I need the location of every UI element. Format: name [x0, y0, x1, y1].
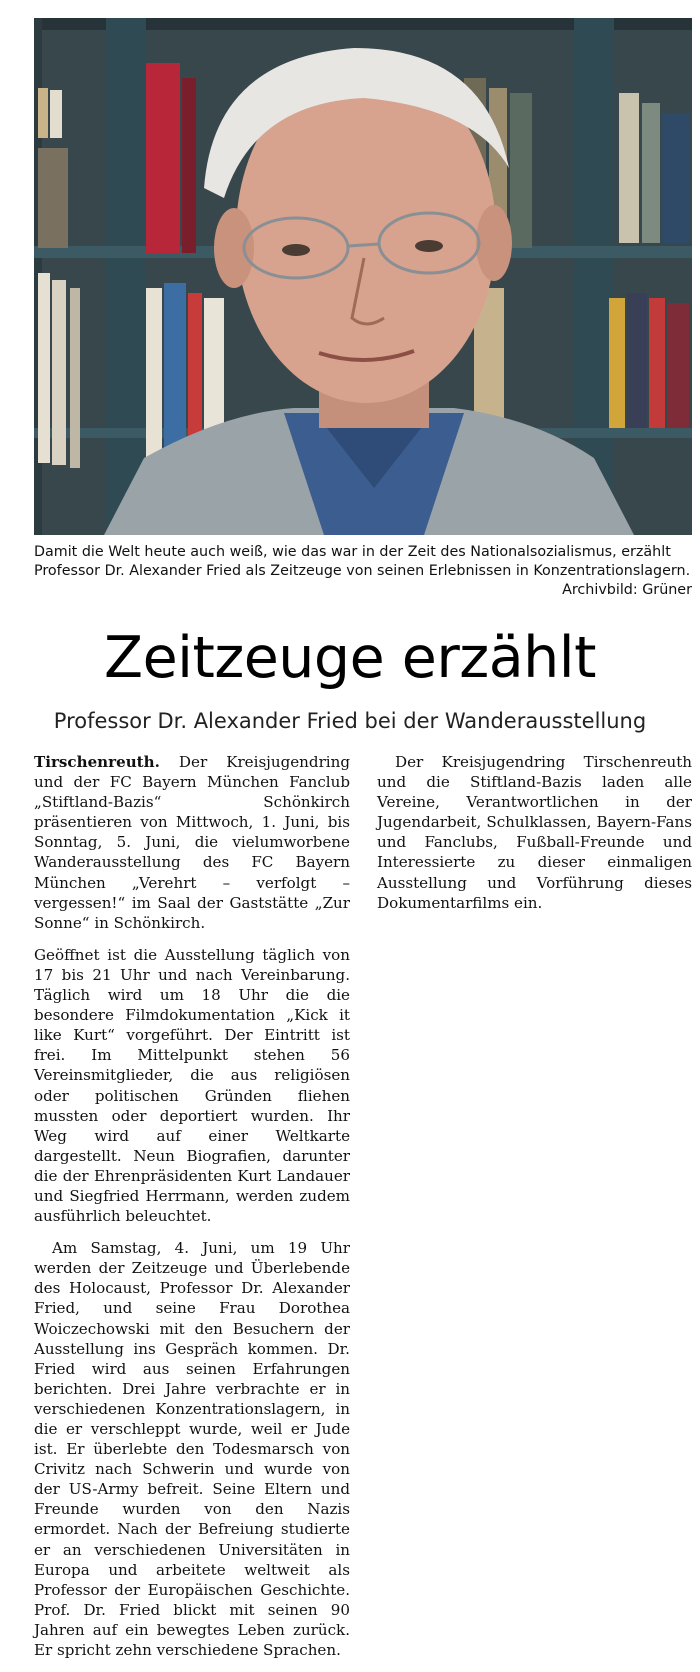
portrait-photo: [34, 18, 692, 535]
article-column-left: [34, 752, 350, 1672]
article-paragraph-3: Am Samstag, 4. Juni, um 19 Uhr werden der Zeitzeuge und Überlebende des Holocaust, Professor Dr. Alexander Fried, und seine Frau Dorothea Woiczechowski mit den Besuchern der Ausstellung ins Gespräch kommen. Dr. Fried wird aus seinen Erfahrungen berichten. Drei Jahre verbrachte er in verschiedenen Konzentrationslagern, in die er verschleppt wurde, weil er Jude ist. Er überlebte den Todesmarsch von Crivitz nach Schwerin und wurde von der US-Army befreit. Seine Eltern und Freunde wurden von den Nazis ermordet. Nach der Befreiung studierte er an verschiedenen Universitäten in Europa und arbeitete weltweit als Professor der Europäischen Geschichte. Prof. Dr. Fried blickt mit seinen 90 Jahren auf ein bewegtes Leben zurück. Er spricht zehn verschiedene Sprachen.: [34, 1239, 350, 1660]
subheadline: Professor Dr. Alexander Fried bei der Wanderausstellung: [53, 709, 647, 733]
article-paragraph-1-text: Der Kreisjugendring und der FC Bayern München Fanclub „Stiftland-Bazis“ Schönkirch präsentieren von Mittwoch, 1. Juni, bis Sonntag, 5. Juni, die vielumworbene Wanderausstellung des FC Bayern München „Verehrt – verfolgt – vergessen!“ im Saal der Gaststätte „Zur Sonne“ in Schönkirch.: [34, 753, 350, 932]
article-paragraph-1: [34, 752, 350, 933]
photo-credit: Archivbild: Grüner: [562, 582, 692, 598]
article-paragraph-4: Der Kreisjugendring Tirschenreuth und die Stiftland-Bazis laden alle Vereine, Verantwortlichen in der Jugendarbeit, Schulklassen, Bayern-Fans und Fanclubs, Fußball-Freunde und Interessierte zu dieser einmaligen Ausstellung und Vorführung dieses Dokumentarfilms ein.: [377, 753, 692, 912]
headline: Zeitzeuge erzählt: [104, 625, 596, 691]
caption-text: Damit die Welt heute auch weiß, wie das war in der Zeit des Nationalsozialismus, erzählt Professor Dr. Alexander Fried als Zeitzeuge von seinen Erlebnissen in Konzentrationslagern.: [34, 544, 691, 579]
article-paragraph-2: Geöffnet ist die Ausstellung täglich von 17 bis 21 Uhr und nach Vereinbarung. Täglich wird um 18 Uhr die die besondere Filmdokumentation „Kick it like Kurt“ vorgeführt. Der Eintritt ist frei. Im Mittelpunkt stehen 56 Vereinsmitglieder, die aus religiösen oder politischen Gründen fliehen mussten oder deportiert wurden. Ihr Weg wird auf einer Weltkarte dargestellt. Neun Biografien, darunter die der Ehrenpräsidenten Kurt Landauer und Siegfried Herrmann, werden zudem ausführlich beleuchtet.: [34, 945, 350, 1226]
photo-caption: [34, 543, 692, 600]
portrait-illustration: [34, 18, 692, 535]
article-column-right: [377, 752, 692, 925]
dateline: Tirschenreuth.: [34, 753, 160, 771]
